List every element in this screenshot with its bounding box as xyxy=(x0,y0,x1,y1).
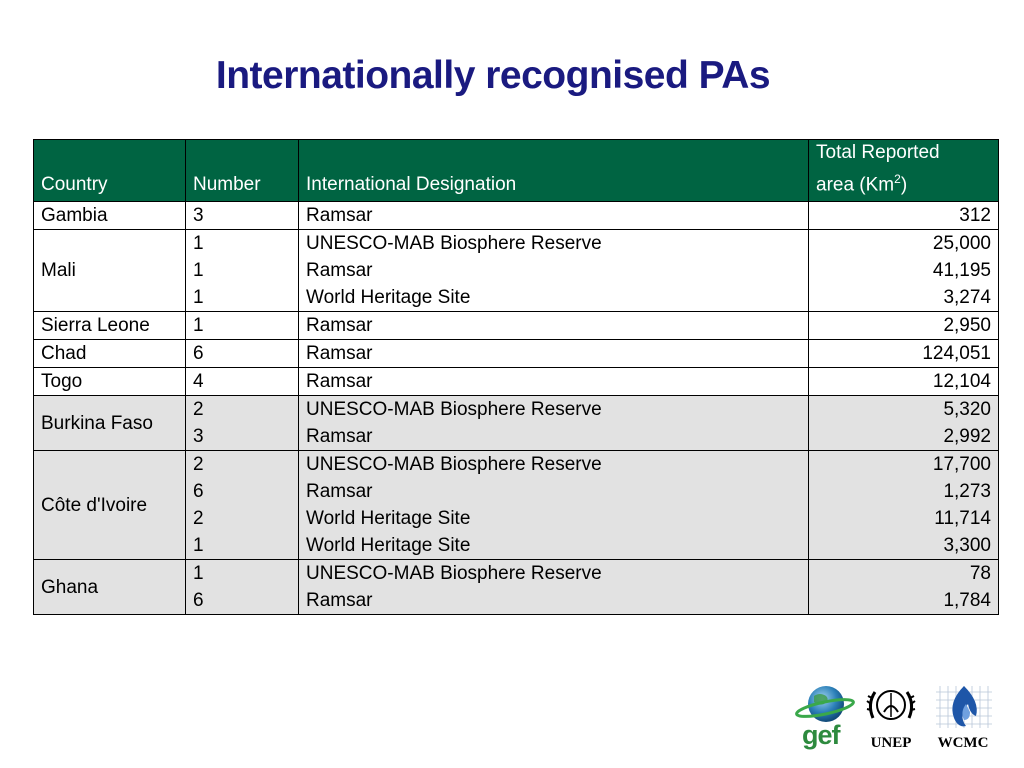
cell-area-value: 25,000 xyxy=(932,233,991,255)
cell-number xyxy=(186,340,299,368)
cell-number xyxy=(186,396,299,451)
table-body xyxy=(34,202,999,615)
cell-designation-value: World Heritage Site xyxy=(306,535,471,557)
cell-area xyxy=(809,340,999,368)
cell-area-value: 124,051 xyxy=(922,343,991,365)
cell-country: Chad xyxy=(34,340,186,368)
table-header-row xyxy=(34,140,999,202)
unep-logo xyxy=(860,684,922,752)
cell-number xyxy=(186,230,299,312)
cell-area-value: 1,273 xyxy=(943,481,991,503)
cell-designation-value: Ramsar xyxy=(306,371,373,393)
cell-country: Mali xyxy=(34,230,186,312)
cell-designation-value: Ramsar xyxy=(306,590,373,612)
cell-area-value: 11,714 xyxy=(934,508,991,530)
table-row xyxy=(34,368,999,396)
cell-country: Togo xyxy=(34,368,186,396)
header-country: Country xyxy=(34,140,186,202)
cell-number xyxy=(186,312,299,340)
cell-designation-value: UNESCO-MAB Biosphere Reserve xyxy=(306,563,602,585)
cell-number-value: 6 xyxy=(193,590,204,612)
cell-designation xyxy=(299,560,809,615)
cell-number-value: 4 xyxy=(193,371,204,393)
table-row xyxy=(34,560,999,615)
page-title: Internationally recognised PAs xyxy=(215,54,771,97)
cell-designation-value: Ramsar xyxy=(306,426,373,448)
cell-area-value: 17,700 xyxy=(932,454,991,476)
wcmc-flame-icon xyxy=(930,682,996,732)
table-row xyxy=(34,340,999,368)
cell-area xyxy=(809,560,999,615)
cell-country: Côte d'Ivoire xyxy=(34,451,186,560)
logos xyxy=(794,682,1004,752)
cell-country: Sierra Leone xyxy=(34,312,186,340)
cell-area-value: 2,950 xyxy=(943,315,991,337)
cell-area-value: 41,195 xyxy=(932,260,991,282)
cell-number xyxy=(186,451,299,560)
cell-designation-value: Ramsar xyxy=(306,481,373,503)
cell-area-value: 1,784 xyxy=(943,590,991,612)
unep-emblem-icon xyxy=(860,684,922,728)
cell-area-value: 3,300 xyxy=(943,535,991,557)
cell-designation-value: Ramsar xyxy=(306,260,373,282)
cell-number-value: 6 xyxy=(193,481,204,503)
protected-areas-table xyxy=(33,139,999,615)
cell-area xyxy=(809,368,999,396)
cell-designation xyxy=(299,451,809,560)
header-area-line1: Total Reported xyxy=(816,142,940,163)
cell-designation xyxy=(299,396,809,451)
cell-area-value: 5,320 xyxy=(943,399,991,421)
cell-designation-value: UNESCO-MAB Biosphere Reserve xyxy=(306,233,602,255)
cell-area xyxy=(809,202,999,230)
cell-designation-value: Ramsar xyxy=(306,205,373,227)
cell-designation-value: UNESCO-MAB Biosphere Reserve xyxy=(306,399,602,421)
table-row xyxy=(34,312,999,340)
wcmc-logo xyxy=(930,682,996,752)
cell-area-value: 312 xyxy=(959,205,991,227)
cell-area xyxy=(809,396,999,451)
table-row xyxy=(34,230,999,312)
cell-area xyxy=(809,230,999,312)
cell-designation xyxy=(299,340,809,368)
cell-number-value: 1 xyxy=(193,315,204,337)
gef-wordmark: gef xyxy=(802,720,840,750)
table-row xyxy=(34,396,999,451)
cell-designation xyxy=(299,312,809,340)
cell-number xyxy=(186,368,299,396)
cell-country: Gambia xyxy=(34,202,186,230)
cell-designation-value: World Heritage Site xyxy=(306,287,471,309)
cell-number-value: 1 xyxy=(193,535,204,557)
cell-designation-value: World Heritage Site xyxy=(306,508,471,530)
cell-number-value: 3 xyxy=(193,426,204,448)
cell-number-value: 6 xyxy=(193,343,204,365)
cell-number xyxy=(186,202,299,230)
header-area-line2: area (Km xyxy=(816,174,895,196)
cell-designation xyxy=(299,230,809,312)
cell-area xyxy=(809,312,999,340)
cell-number-value: 1 xyxy=(193,233,204,255)
cell-area-value: 3,274 xyxy=(943,287,991,309)
cell-designation-value: UNESCO-MAB Biosphere Reserve xyxy=(306,454,602,476)
cell-area xyxy=(809,451,999,560)
table-row xyxy=(34,451,999,560)
cell-country: Burkina Faso xyxy=(34,396,186,451)
header-number: Number xyxy=(186,140,299,202)
cell-number-value: 2 xyxy=(193,508,204,530)
cell-area-value: 2,992 xyxy=(943,426,991,448)
cell-designation xyxy=(299,202,809,230)
table-row xyxy=(34,202,999,230)
header-area-sup: 2 xyxy=(894,172,901,186)
cell-number-value: 3 xyxy=(193,205,204,227)
cell-number-value: 1 xyxy=(193,287,204,309)
header-designation: International Designation xyxy=(299,140,809,202)
header-area-close: ) xyxy=(900,174,908,196)
cell-number-value: 1 xyxy=(193,260,204,282)
cell-number-value: 2 xyxy=(193,399,204,421)
cell-area-value: 78 xyxy=(969,563,991,585)
unep-wordmark: UNEP xyxy=(870,735,912,751)
cell-area-value: 12,104 xyxy=(932,371,991,393)
cell-designation xyxy=(299,368,809,396)
gef-logo xyxy=(794,682,856,752)
cell-designation-value: Ramsar xyxy=(306,343,373,365)
cell-number xyxy=(186,560,299,615)
cell-number-value: 2 xyxy=(193,454,204,476)
cell-designation-value: Ramsar xyxy=(306,315,373,337)
cell-number-value: 1 xyxy=(193,563,204,585)
cell-country: Ghana xyxy=(34,560,186,615)
header-area xyxy=(809,140,999,202)
wcmc-wordmark: WCMC xyxy=(937,735,989,751)
